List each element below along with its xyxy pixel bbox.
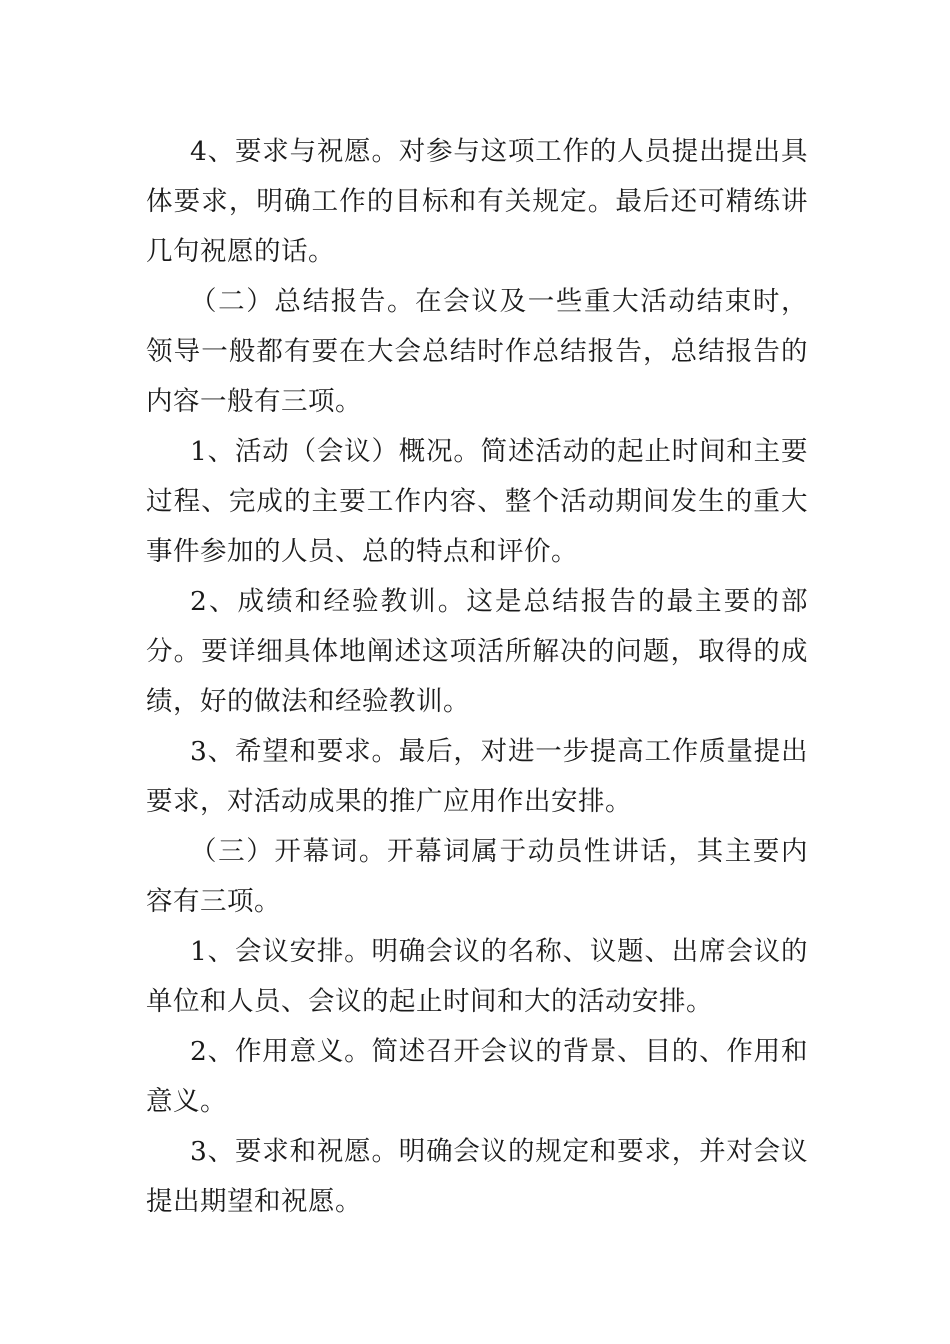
paragraph-summary-report-heading: （二）总结报告。在会议及一些重大活动结束时，领导一般都有要在大会总结时作总结报告，总结报告的内容一般有三项。 [146, 286, 808, 417]
paragraph-hopes-requirements: 3、希望和要求。最后，对进一步提高工作质量提出要求，对活动成果的推广应用作出安排。 [146, 736, 808, 817]
paragraph-activity-overview: 1、活动（会议）概况。简述活动的起止时间和主要过程、完成的主要工作内容、整个活动期间发生的重大事件参加的人员、总的特点和评价。 [146, 436, 808, 567]
paragraph-meeting-arrangement: 1、会议安排。明确会议的名称、议题、出席会议的单位和人员、会议的起止时间和大的活动安排。 [146, 936, 808, 1017]
document-body [146, 127, 808, 1227]
paragraph-opening-speech-heading: （三）开幕词。开幕词属于动员性讲话，其主要内容有三项。 [146, 836, 808, 917]
paragraph-requirements-wishes: 4、要求与祝愿。对参与这项工作的人员提出提出具体要求，明确工作的目标和有关规定。最后还可精练讲几句祝愿的话。 [146, 136, 808, 267]
paragraph-achievements-lessons: 2、成绩和经验教训。这是总结报告的最主要的部分。要详细具体地阐述这项活所解决的问题，取得的成绩，好的做法和经验教训。 [146, 586, 808, 717]
paragraph-requirements-blessings: 3、要求和祝愿。明确会议的规定和要求，并对会议提出期望和祝愿。 [146, 1136, 808, 1217]
paragraph-role-significance: 2、作用意义。简述召开会议的背景、目的、作用和意义。 [146, 1036, 808, 1117]
